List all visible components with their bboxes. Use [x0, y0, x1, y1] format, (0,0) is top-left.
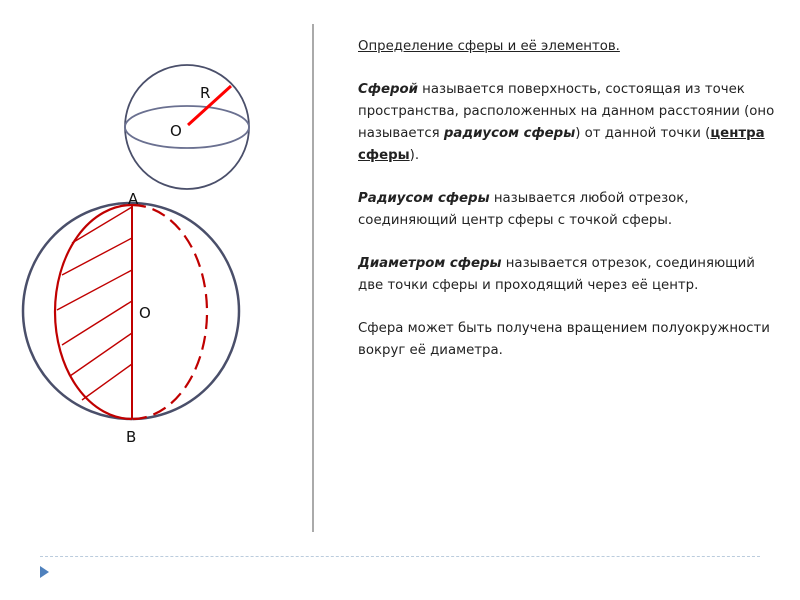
- label-o-large: O: [139, 304, 151, 322]
- label-o-small: O: [170, 122, 182, 140]
- label-r: R: [200, 84, 211, 102]
- slide-title: Определение сферы и её элементов.: [358, 39, 620, 54]
- next-slide-arrow-icon[interactable]: [40, 566, 49, 578]
- sphere-definition: Сферой называется поверхность, состоящая из точек пространства, расположенных на данном расстоянии (оно называется радиусом сферы) от данной точки (центра сферы).: [358, 82, 775, 163]
- small-sphere: [125, 65, 249, 189]
- diameter-definition: Диаметром сферы называется отрезок, соединяющий две точки сферы и проходящий через её центр.: [358, 256, 755, 293]
- definitions-text: [358, 36, 778, 383]
- rotation-note: Сфера может быть получена вращением полуокружности вокруг её диаметра.: [358, 321, 770, 358]
- label-a: A: [128, 190, 139, 208]
- large-sphere: [23, 190, 239, 446]
- sphere-diagrams: [0, 0, 312, 470]
- vertical-divider: [312, 24, 314, 532]
- footer-divider: [40, 556, 760, 557]
- radius-definition: Радиусом сферы называется любой отрезок, соединяющий центр сферы с точкой сферы.: [358, 191, 689, 228]
- label-b: B: [126, 428, 137, 446]
